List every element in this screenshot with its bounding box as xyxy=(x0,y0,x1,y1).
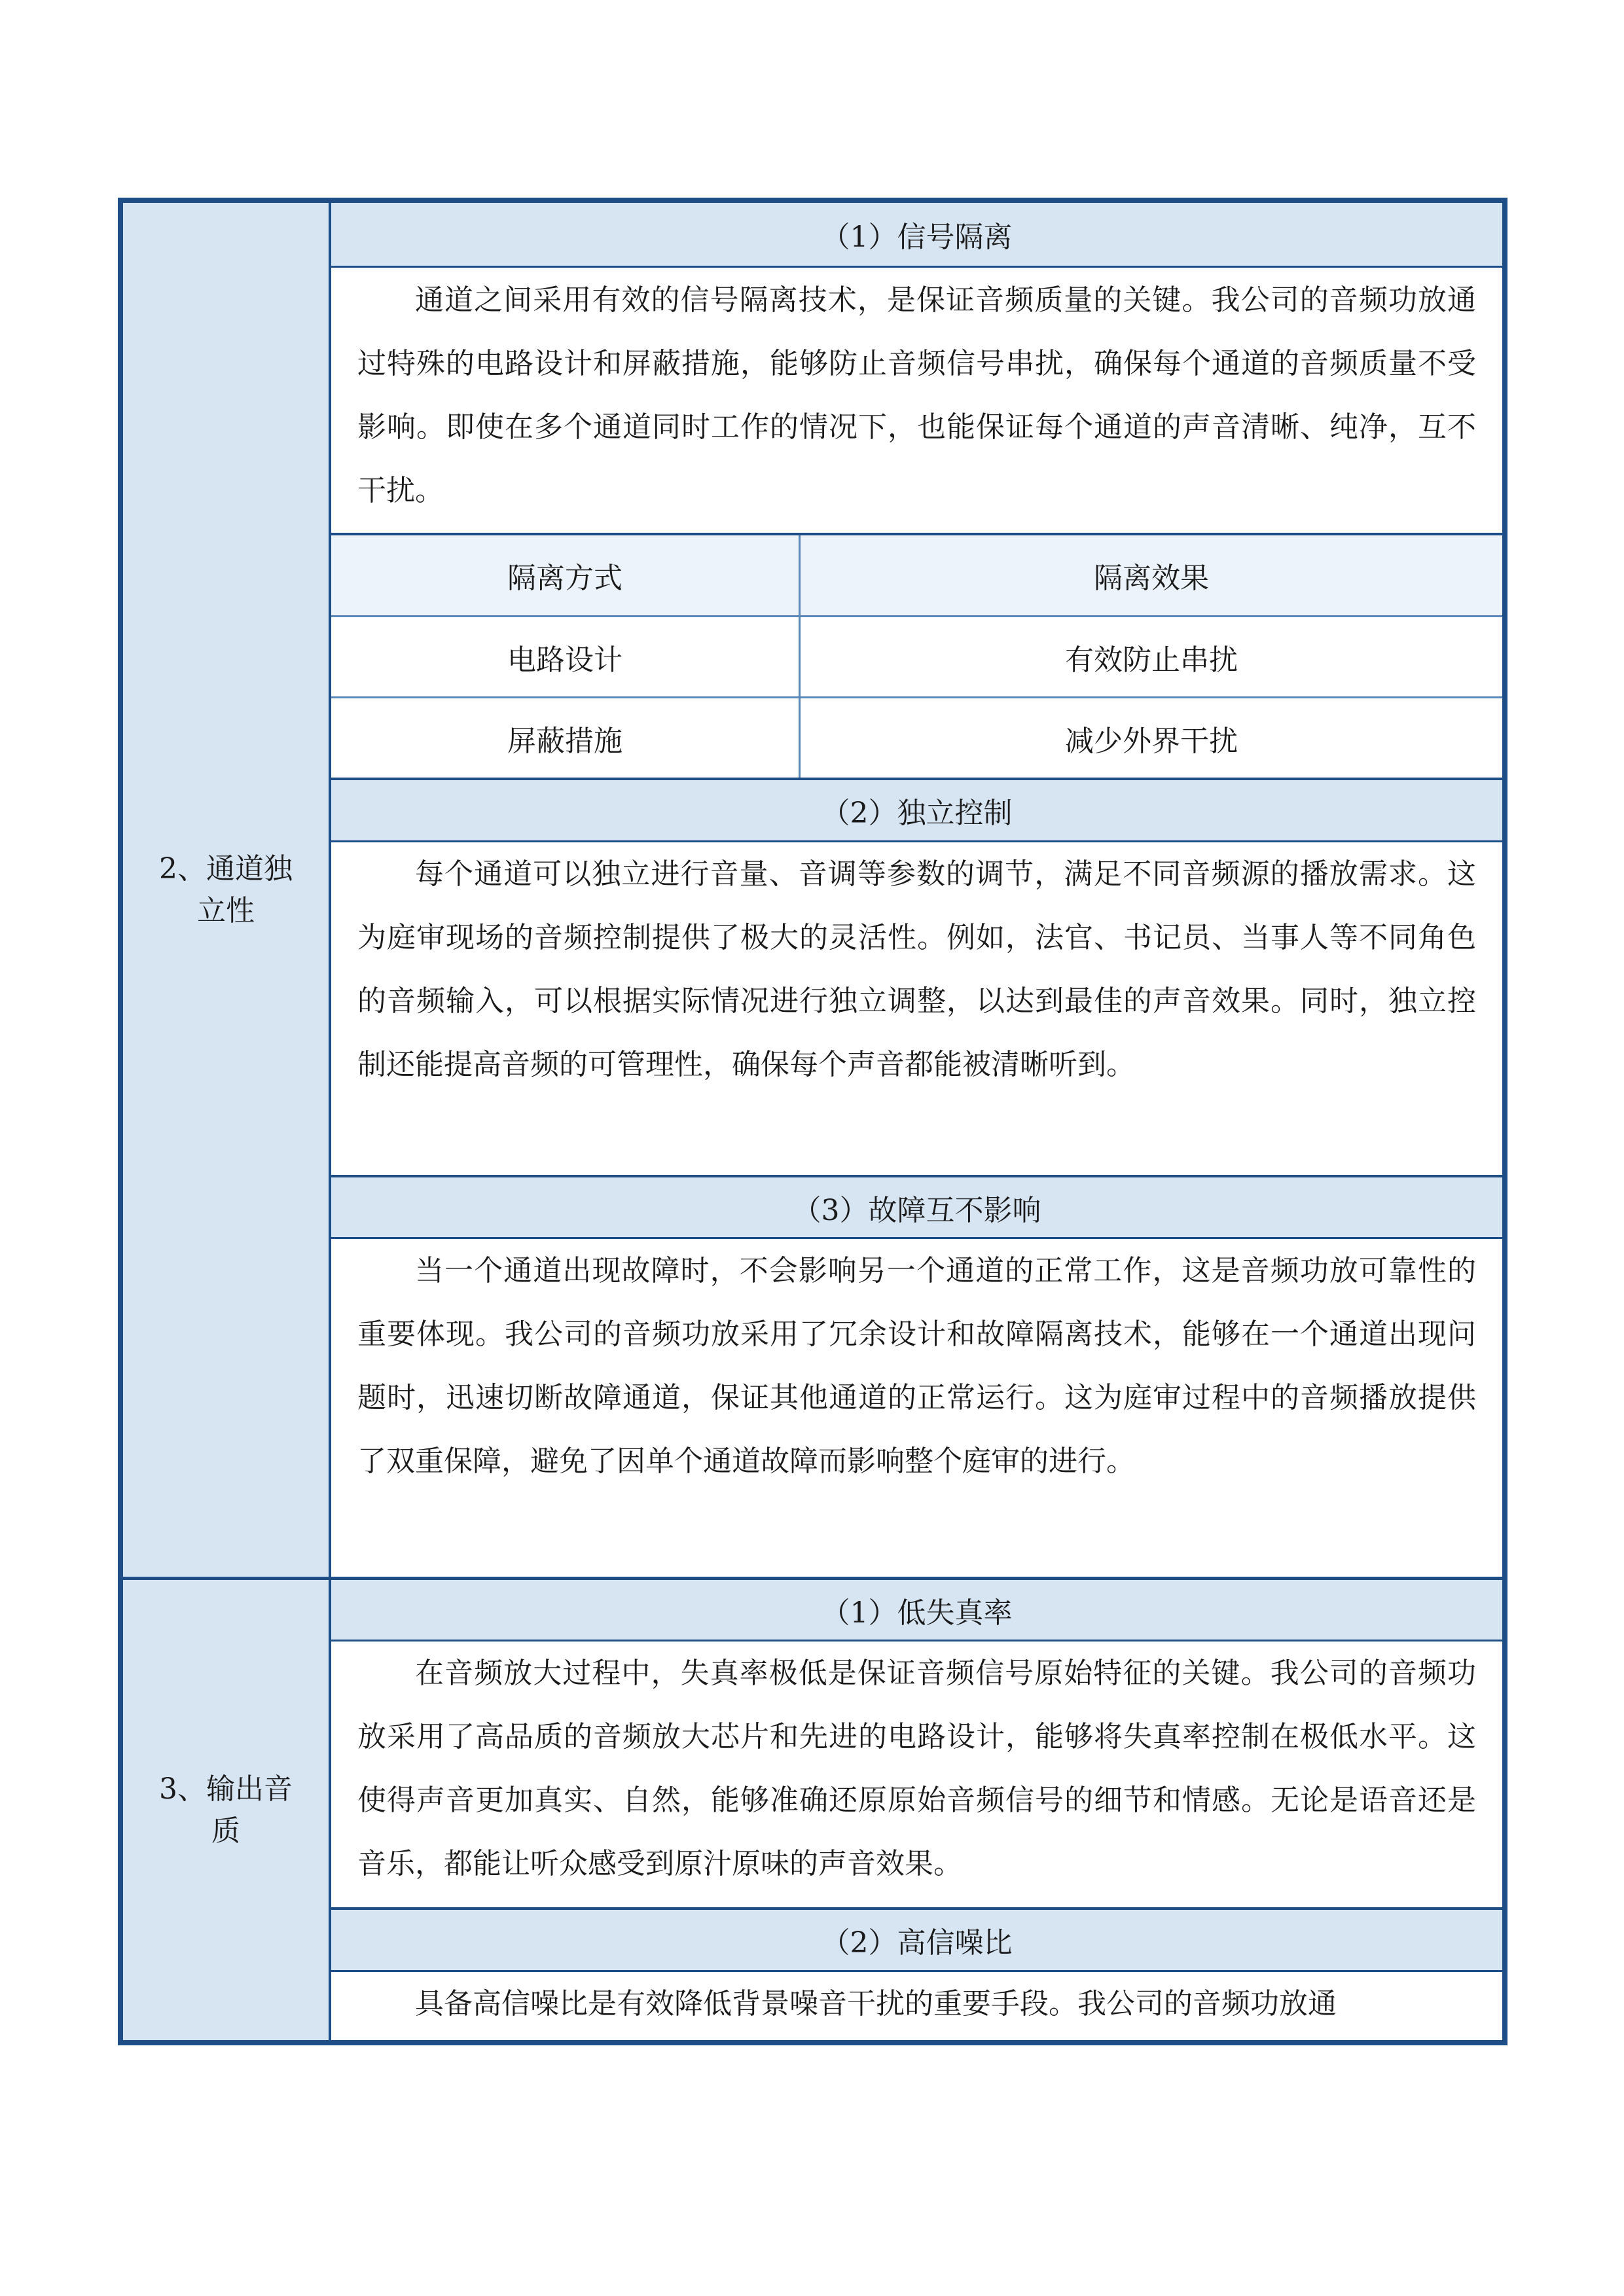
subsection-paragraph: 通道之间采用有效的信号隔离技术，是保证音频质量的关键。我公司的音频功放通过特殊的电路设计和屏蔽措施，能够防止音频信号串扰，确保每个通道的音频质量不受影响。即使在多个通道同时工作的情况下，也能保证每个通道的声音清晰、纯净，互不干扰。 xyxy=(357,283,1476,507)
table-cell: 有效防止串扰 xyxy=(1065,643,1238,677)
subsection-paragraph: 在音频放大过程中，失真率极低是保证音频信号原始特征的关键。我公司的音频功放采用了高品质的音频放大芯片和先进的电路设计，能够将失真率控制在极低水平。这使得声音更加真实、自然，能够准确还原原始音频信号的细节和情感。无论是语音还是音乐，都能让听众感受到原汁原味的声音效果。 xyxy=(357,1657,1476,1880)
subsection-heading: （1）低失真率 xyxy=(331,1580,1502,1640)
section-label-cell xyxy=(123,1580,331,2040)
section-row-output-quality xyxy=(123,1580,1502,2040)
subsection-heading: （3）故障互不影响 xyxy=(331,1177,1502,1237)
subsection-paragraph: 每个通道可以独立进行音量、音调等参数的调节，满足不同音频源的播放需求。这为庭审现场的音频控制提供了极大的灵活性。例如，法官、书记员、当事人等不同角色的音频输入，可以根据实际情况进行独立调整，以达到最佳的声音效果。同时，独立控制还能提高音频的可管理性，确保每个声音都能被清晰听到。 xyxy=(357,857,1476,1081)
table-cell: 屏蔽措施 xyxy=(507,724,623,758)
section-label: 3、输出音质 xyxy=(159,1772,293,1848)
subsection-heading: （2）高信噪比 xyxy=(331,1910,1502,1970)
section-content-cell xyxy=(331,203,1502,1577)
section-label-cell xyxy=(123,203,331,1577)
table-column-divider xyxy=(799,535,801,778)
feature-table xyxy=(118,198,1507,2045)
section-row-channel-independence xyxy=(123,203,1502,1577)
subsection-heading: （1）信号隔离 xyxy=(331,203,1502,266)
subsection-heading: （2）独立控制 xyxy=(331,780,1502,840)
subsection-paragraph: 当一个通道出现故障时，不会影响另一个通道的正常工作，这是音频功放可靠性的重要体现。我公司的音频功放采用了冗余设计和故障隔离技术，能够在一个通道出现问题时，迅速切断故障通道，保证其他通道的正常运行。这为庭审过程中的音频播放提供了双重保障，避免了因单个通道故障而影响整个庭审的进行。 xyxy=(357,1254,1476,1478)
table-cell: 电路设计 xyxy=(507,643,623,677)
divider xyxy=(331,266,1502,268)
subsection-paragraph: 具备高信噪比是有效降低背景噪音干扰的重要手段。我公司的音频功放通 xyxy=(415,1987,1337,2020)
section-content-cell xyxy=(331,1580,1502,2040)
table-header-cell: 隔离效果 xyxy=(801,535,1502,615)
table-header-cell: 隔离方式 xyxy=(331,535,799,615)
table-cell: 减少外界干扰 xyxy=(1065,724,1238,758)
section-label: 2、通道独立性 xyxy=(159,852,293,927)
